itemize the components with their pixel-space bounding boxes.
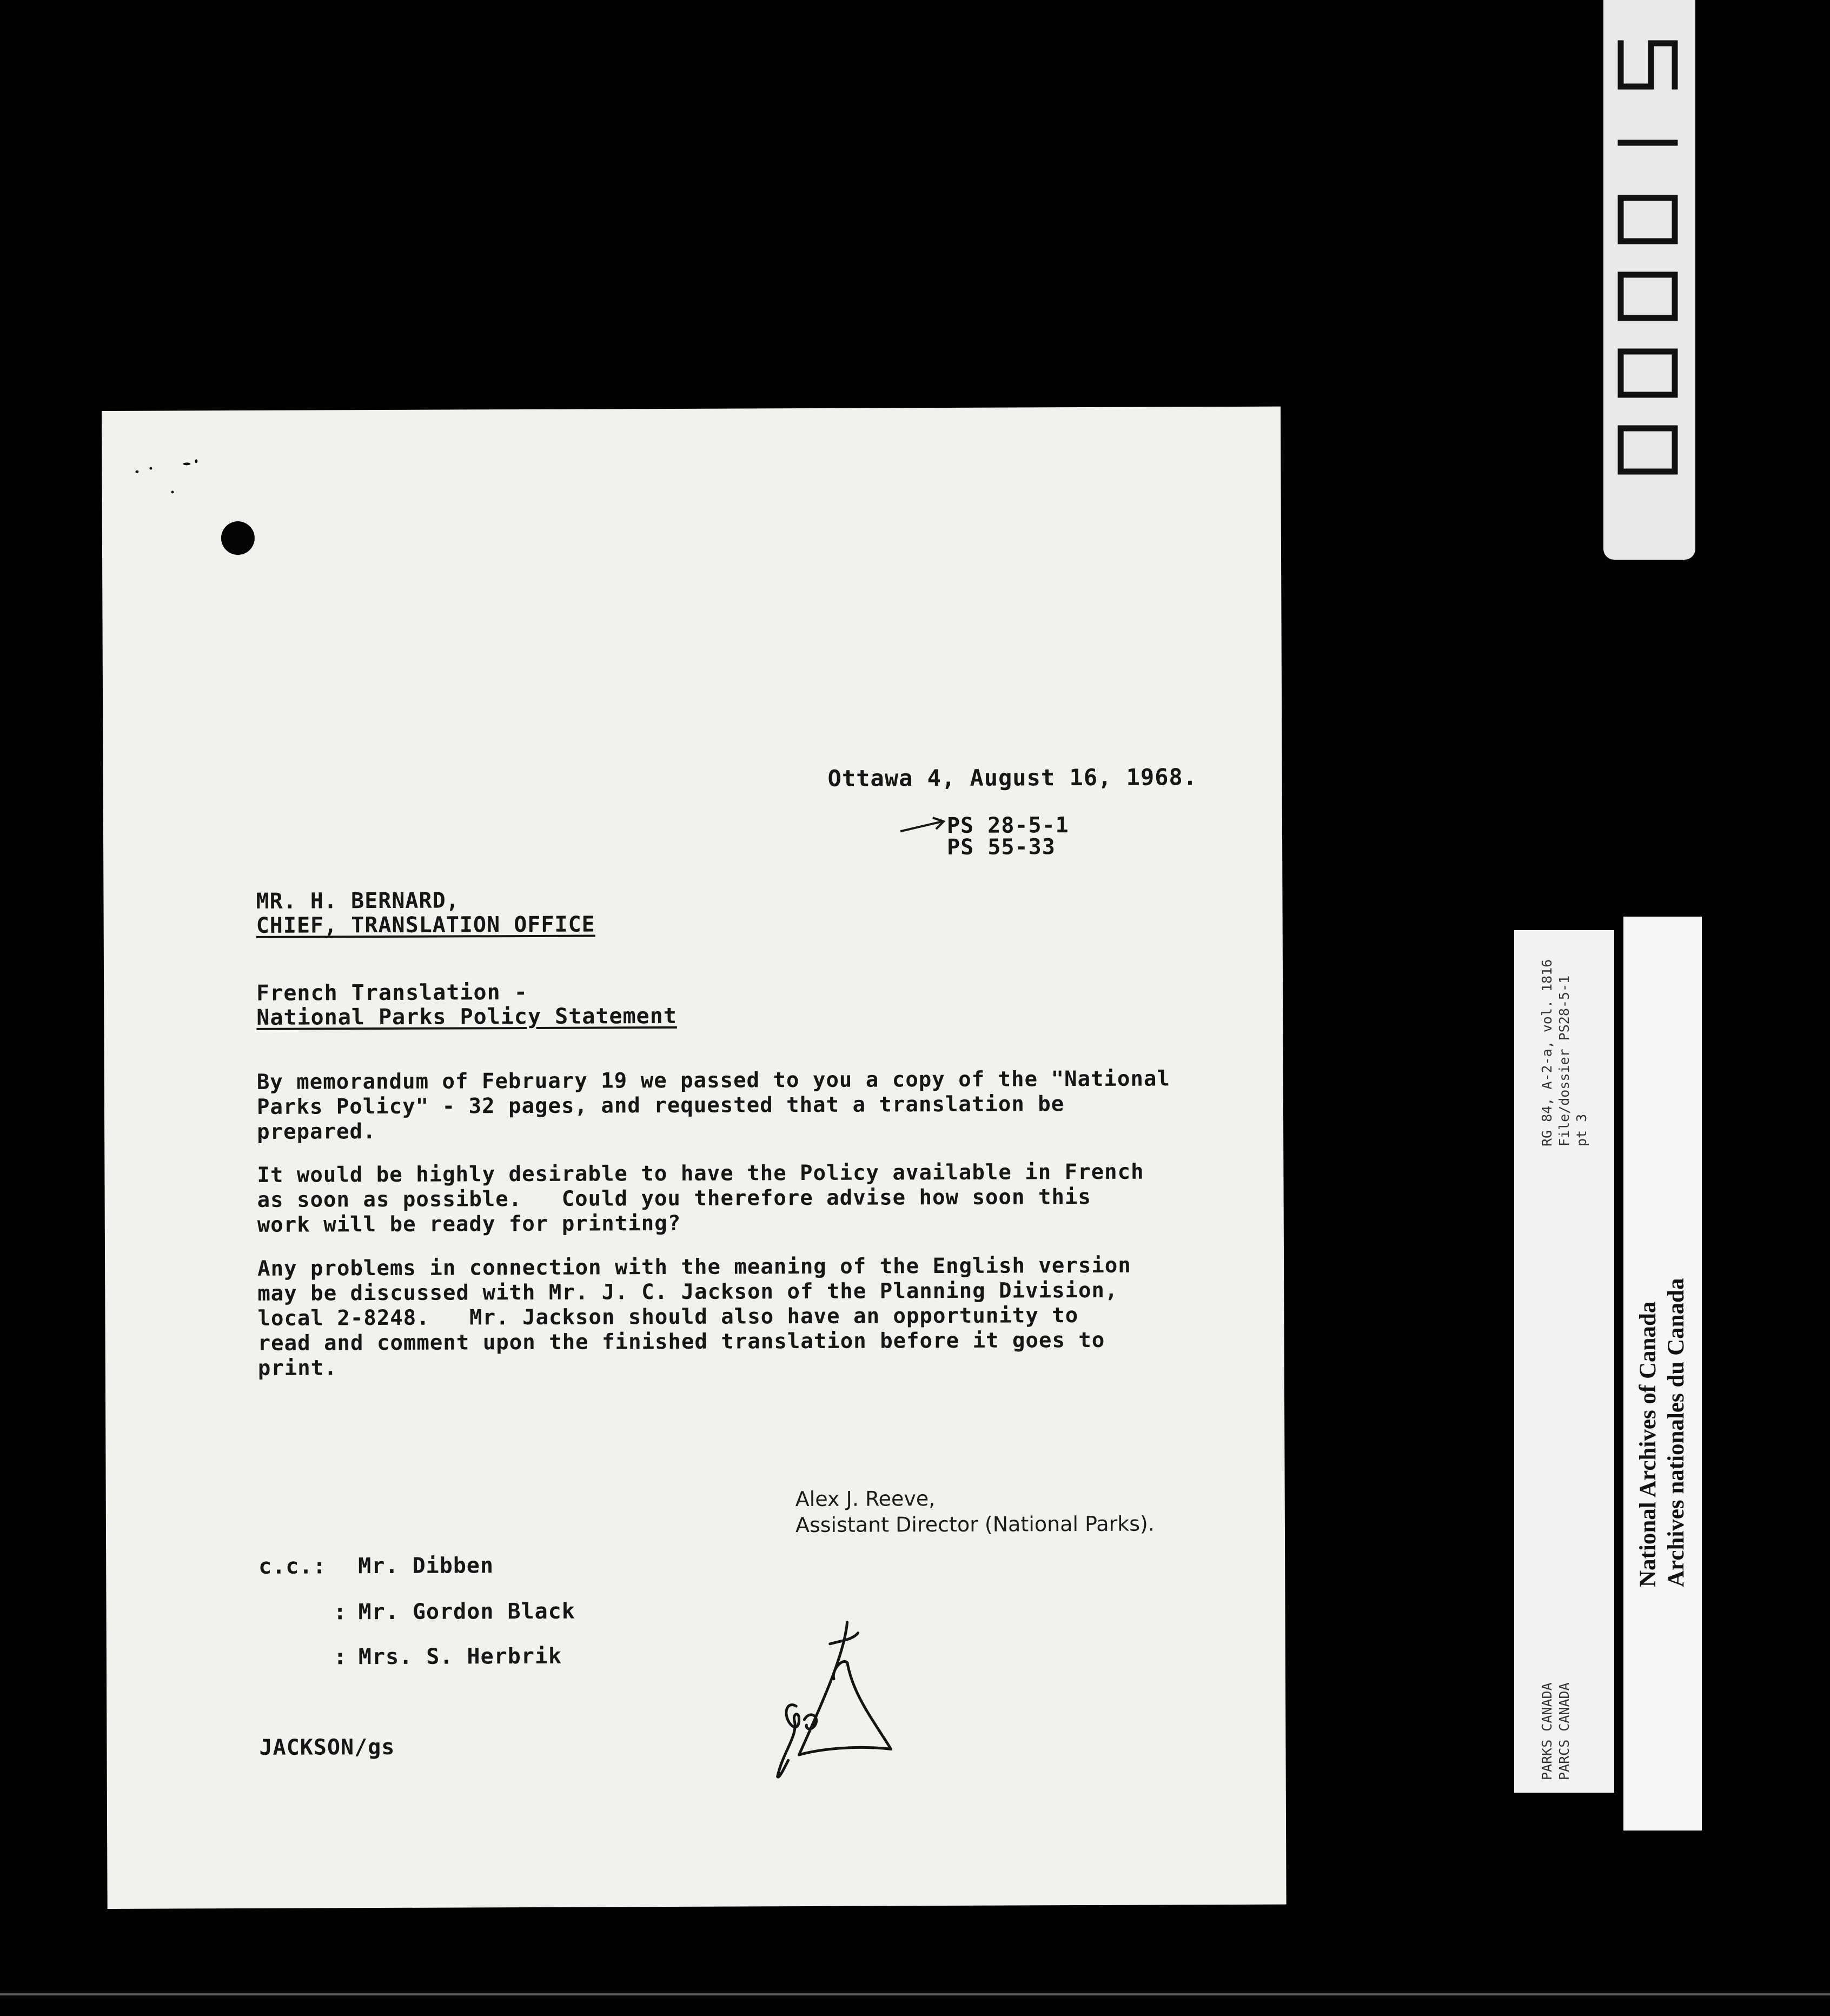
body-paragraph-3: Any problems in connection with the meaning of the English version may be discussed with Mr. J. C. Jackson of the Planning Division, local 2-8248. Mr. Jackson should also have an opportunity to read and comment upon the finished translation before it goes to print.	[257, 1253, 1131, 1381]
addressee-title: CHIEF, TRANSLATION OFFICE	[256, 912, 595, 938]
archives-name-english: National Archives of Canada	[1635, 1301, 1661, 1587]
subject-line-2: National Parks Policy Statement	[256, 1003, 677, 1030]
place-and-date: Ottawa 4, August 16, 1968.	[827, 764, 1198, 792]
cc-separator: :	[333, 1644, 348, 1670]
archive-reference-line: pt 3	[1574, 1113, 1589, 1146]
signatory-name: Alex J. Reeve,	[795, 1487, 936, 1511]
archive-reference-line: RG 84, A-2-a, vol. 1816	[1539, 959, 1555, 1146]
national-archives-label	[1623, 917, 1702, 1831]
punch-hole	[221, 521, 255, 555]
signatory-title: Assistant Director (National Parks).	[795, 1511, 1155, 1537]
archive-reference-line: PARKS CANADA	[1539, 1682, 1555, 1780]
handwritten-signature	[766, 1619, 907, 1787]
dust-speck	[195, 459, 197, 463]
arrow-mark-icon	[898, 816, 947, 838]
subject-line-1: French Translation -	[256, 979, 528, 1006]
film-frame-edge	[0, 1993, 1830, 1995]
cc-recipient: Mr. Dibben	[358, 1553, 494, 1579]
letter-page	[102, 407, 1287, 1909]
frame-number	[1603, 28, 1695, 504]
archive-reference-line: File/dossier PS28-5-1	[1556, 975, 1572, 1146]
cc-separator: :	[333, 1600, 347, 1625]
archive-reference-line: PARCS CANADA	[1556, 1682, 1572, 1780]
cc-recipient: Mrs. S. Herbrik	[358, 1643, 562, 1670]
body-paragraph-1: By memorandum of February 19 we passed to you a copy of the "National Parks Policy" - 32 pages, and requested that a translation be prepared.	[256, 1066, 1170, 1144]
cc-recipient: Mr. Gordon Black	[358, 1599, 575, 1625]
file-reference-2: PS 55-33	[947, 834, 1056, 860]
dust-speck	[183, 462, 190, 465]
body-paragraph-2: It would be highly desirable to have the Policy available in French as soon as possible. Could you therefore advise how soon this work will be ready for printing?	[257, 1159, 1144, 1237]
addressee-name: MR. H. BERNARD,	[256, 888, 460, 914]
archives-name-french: Archives nationales du Canada	[1663, 1278, 1689, 1587]
dust-speck	[135, 470, 138, 473]
dust-speck	[149, 467, 152, 470]
archive-reference-label	[1514, 930, 1614, 1793]
reference-initials: JACKSON/gs	[259, 1734, 395, 1760]
file-reference-1: PS 28-5-1	[946, 813, 1069, 839]
cc-label: c.c.:	[258, 1554, 327, 1579]
dust-speck	[171, 490, 174, 493]
